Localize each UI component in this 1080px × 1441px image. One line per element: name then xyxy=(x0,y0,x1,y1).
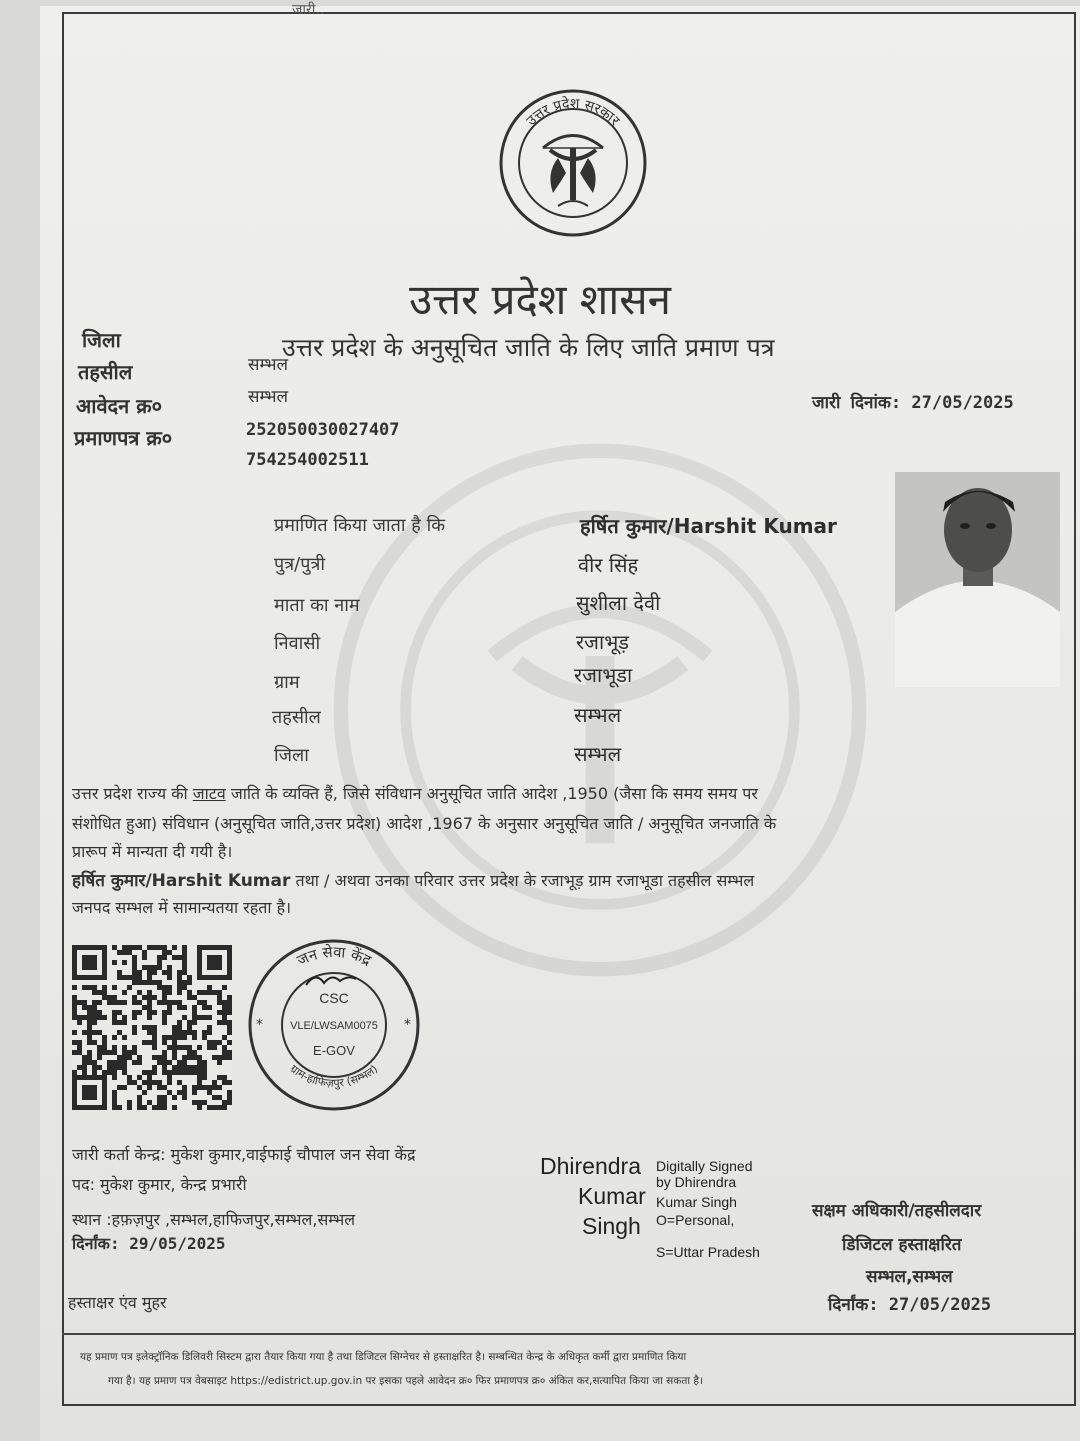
signature-and-seal-label: हस्ताक्षर एंव मुहर xyxy=(68,1293,167,1312)
csc-stamp xyxy=(244,935,424,1115)
stamp-line-1: CSC xyxy=(319,990,349,1006)
details-label-district: जिला xyxy=(274,745,309,766)
details-value-district: सम्भल xyxy=(574,742,622,766)
body-line-4: हर्षित कुमार/Harshit Kumar तथा / अथवा उनका परिवार उत्तर प्रदेश के रजाभूड़ ग्राम रजाभूडा तहसील सम्भल xyxy=(72,871,755,891)
footer-divider xyxy=(62,1333,1074,1335)
authority-signed: डिजिटल हस्ताक्षरित xyxy=(842,1235,962,1255)
digital-signer-name-2: Kumar xyxy=(578,1183,646,1209)
details-label-tehsil: तहसील xyxy=(272,707,321,728)
digital-sign-detail-4: O=Personal, xyxy=(656,1212,735,1228)
digital-sign-detail-1: Digitally Signed xyxy=(656,1158,753,1174)
verification-qr-code xyxy=(72,945,232,1110)
stamp-bottom-text: ग्राम-हाफिज़पुर (सम्भल) xyxy=(287,1062,381,1090)
svg-text:*: * xyxy=(404,1017,411,1033)
certificate-no-value: 754254002511 xyxy=(246,450,369,470)
issuer-center: जारी कर्ता केन्द्र: मुकेश कुमार,वाईफाई चौपाल जन सेवा केंद्र xyxy=(72,1145,416,1164)
details-label-mother: माता का नाम xyxy=(274,595,360,616)
svg-text:*: * xyxy=(256,1017,263,1033)
digital-sign-detail-3: Kumar Singh xyxy=(656,1194,737,1210)
stamp-line-2: VLE/LWSAM0075 xyxy=(290,1020,378,1032)
stamp-top-text: जन सेवा केंद्र xyxy=(294,942,375,970)
certificate-no-label: प्रमाणपत्र क्र० xyxy=(74,426,173,450)
digital-signer-name-1: Dhirendra xyxy=(540,1153,641,1179)
stamp-signature xyxy=(306,977,356,985)
application-no-value: 252050030027407 xyxy=(246,420,400,440)
up-government-emblem xyxy=(498,88,648,238)
details-label-village: ग्राम xyxy=(274,672,300,693)
digital-sign-detail-5: S=Uttar Pradesh xyxy=(656,1244,760,1260)
issuer-date: दिर्नांक: 29/05/2025 xyxy=(72,1234,226,1253)
authority-date: दिर्नांक: 27/05/2025 xyxy=(828,1295,992,1315)
digital-signer-name-3: Singh xyxy=(582,1213,641,1239)
holder-name: हर्षित कुमार/Harshit Kumar xyxy=(72,871,291,891)
issuer-post: पद: मुकेश कुमार, केन्द्र प्रभारी xyxy=(72,1175,247,1194)
details-value-tehsil: सम्भल xyxy=(574,703,622,727)
authority-place: सम्भल,सम्भल xyxy=(866,1267,953,1287)
details-label-son-daughter: पुत्र/पुत्री xyxy=(274,554,326,575)
district-label: जिला xyxy=(82,328,121,352)
body-line-1: उत्तर प्रदेश राज्य की जाटव जाति के व्यक्ति हैं, जिसे संविधान अनुसूचित जाति आदेश ,1950 (जैसा कि समय समय पर xyxy=(72,784,758,803)
corner-text: जारी.. xyxy=(292,2,325,18)
details-value-father: वीर सिंह xyxy=(578,553,639,577)
government-title: उत्तर प्रदेश शासन xyxy=(409,275,671,324)
issuer-place: स्थान :हफ़ज़पुर ,सम्भल,हाफिजपुर,सम्भल,सम्भल xyxy=(72,1210,356,1229)
details-value-village: रजाभूडा xyxy=(574,663,633,687)
stamp-line-3: E-GOV xyxy=(313,1043,355,1058)
body-line-2: संशोधित हुआ) संविधान (अनुसूचित जाति,उत्तर प्रदेश) आदेश ,1967 के अनुसार अनुसूचित जाति / अनुसूचित जनजाति के xyxy=(72,814,777,833)
certificate-title: उत्तर प्रदेश के अनुसूचित जाति के लिए जाति प्रमाण पत्र xyxy=(282,333,775,362)
body-line-3: प्रारूप में मान्यता दी गयी है। xyxy=(72,842,233,861)
digital-sign-detail-2: by Dhirendra xyxy=(656,1174,737,1190)
details-label-certified: प्रमाणित किया जाता है कि xyxy=(274,515,446,536)
tehsil-value: सम्भल xyxy=(248,387,289,407)
details-value-name: हर्षित कुमार/Harshit Kumar xyxy=(580,514,837,538)
authority-title: सक्षम अधिकारी/तहसीलदार xyxy=(812,1201,982,1221)
footer-line-2: गया है। यह प्रमाण पत्र वेबसाइट https://edistrict.up.gov.in पर इसका पहले आवेदन क्र० फिर प्रमाणपत्र क्र० अंकित कर,सत्यापित किया जा सकता है। xyxy=(108,1375,703,1387)
footer-line-1: यह प्रमाण पत्र इलेक्ट्रॉनिक डिलिवरी सिस्टम द्वारा तैयार किया गया है तथा डिजिटल सिग्नेचर से हस्ताक्षरित है। सम्बन्धित केन्द्र के अधिकृत कर्मी द्वारा प्रमाणित किया xyxy=(80,1351,687,1363)
caste-name: जाटव xyxy=(192,784,226,803)
details-label-resident: निवासी xyxy=(274,633,321,654)
tehsil-label: तहसील xyxy=(78,360,133,384)
applicant-photo xyxy=(895,472,1060,687)
district-value: सम्भल xyxy=(248,355,289,375)
body-line-5: जनपद सम्भल में सामान्यतया रहता है। xyxy=(72,898,292,917)
details-value-resident: रजाभूड़ xyxy=(576,630,629,654)
details-value-mother: सुशीला देवी xyxy=(576,591,661,615)
issue-date: जारी दिनांक: 27/05/2025 xyxy=(812,393,1014,413)
application-no-label: आवेदन क्र० xyxy=(76,394,163,418)
emblem-text: उत्तर प्रदेश सरकार xyxy=(523,95,623,130)
